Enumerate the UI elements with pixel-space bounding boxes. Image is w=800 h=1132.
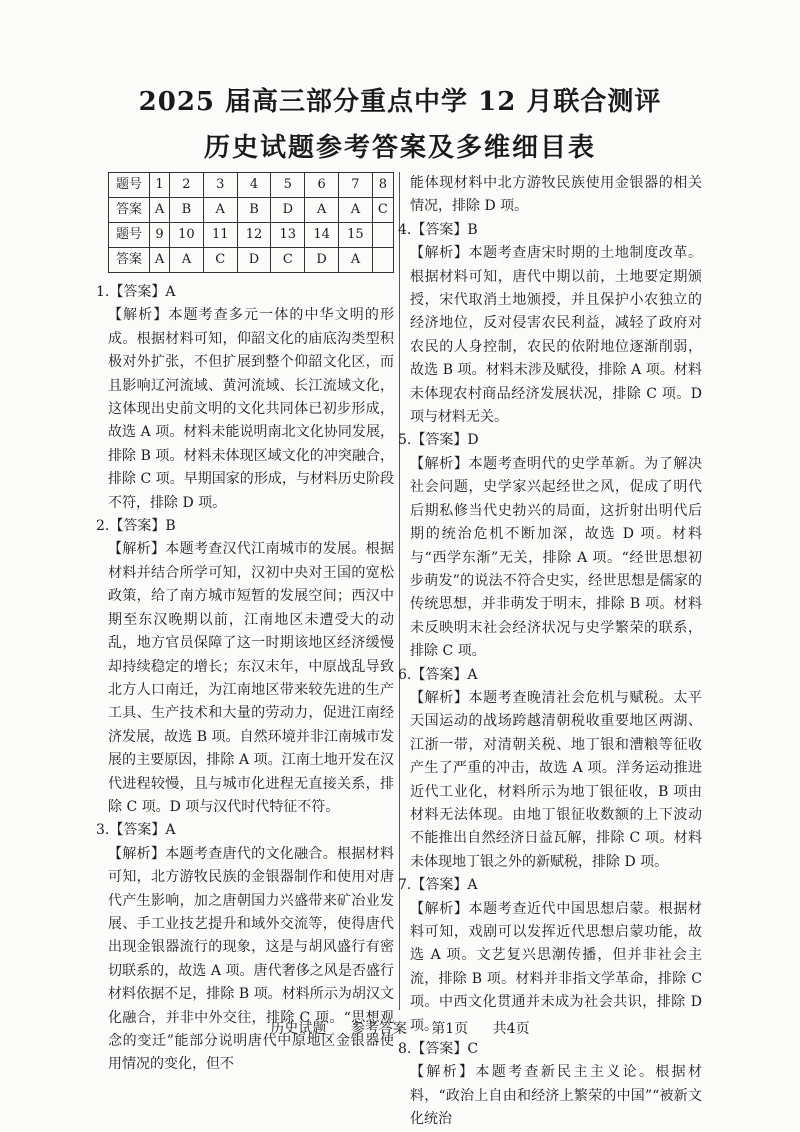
q2-analysis: 【解析】本题考查汉代江南城市的发展。根据材料并结合所学可知，汉初中央对王国的宽松政策，给了南方城市短暂的发展空间；西汉中期至东汉晚期以前，江南地区未遭受大的动乱，地方官员保障了这一时期该地区经济缓慢却持续稳定的增长；东汉末年，中原战乱导致北方人口南迁，为江南地区带来较先进的生产工具、生产技术和大量的劳动力，促进江南经济发展，故选 B 项。自然环境并非江南城市发展的主要原因，排除 A 项。江南土地开发在汉代进程较慢，且与城市化进程无直接关系，排除 C 项。D 项与汉代时代特征不符。 [108, 541, 394, 815]
answer-table-cell: D [237, 248, 271, 273]
page-footer [0, 1018, 800, 1038]
answer-table-cell: 12 [237, 223, 271, 248]
answer-table-cell [372, 248, 393, 273]
q8-answer: 8.【答案】C [398, 1041, 479, 1058]
answer-table-cell: B [237, 198, 271, 223]
answer-table-cell: A [305, 198, 339, 223]
q4-answer: 4.【答案】B [398, 221, 478, 238]
question-7 [398, 874, 702, 1038]
answer-table-cell: 6 [305, 173, 339, 198]
right-column [398, 172, 702, 1132]
answer-table-row-header: 题号 [109, 173, 150, 198]
q2-answer: 2.【答案】B [96, 518, 176, 535]
answer-table-cell: C [203, 248, 237, 273]
answer-table-cell: D [305, 248, 339, 273]
q6-analysis: 【解析】本题考查晚清社会危机与赋税。太平天国运动的战场跨越清朝税收重要地区两湖、江浙一带，对清朝关税、地丁银和漕粮等征收产生了严重的冲击，故选 A 项。洋务运动推进近代工业化，材料所示为地丁银征收，B 项由材料无法体现。由地丁银征收数额的上下波动不能推出自然经济日益瓦解，排除 C 项。材料未体现地丁银之外的新赋税，排除 D 项。 [410, 689, 702, 870]
answer-table-row [109, 173, 394, 198]
answer-table-row-header: 答案 [109, 198, 150, 223]
question-6 [398, 664, 702, 875]
answer-table-cell: 10 [170, 223, 204, 248]
answer-table-cell: A [150, 198, 170, 223]
answer-table-cell: C [271, 248, 305, 273]
footer-total: 共4页 [492, 1021, 530, 1037]
answer-table-row [109, 248, 394, 273]
question-3 [96, 819, 394, 1076]
q1-answer: 1.【答案】A [96, 284, 176, 300]
q5-analysis: 【解析】本题考查明代的史学革新。为了解决社会问题，史学家兴起经世之风，促成了明代后期私修当代史勃兴的局面，这折射出明代后期的统治危机不断加深，故选 D 项。材料与“西学东渐”无关，排除 A 项。“经世思想初步萌发”的说法不符合史实，经世思想是儒家的传统思想，并非萌发于明末，排除 B 项。材料未反映明末社会经济状况与史学繁荣的联系，排除 C 项。 [410, 455, 702, 660]
question-5 [398, 429, 702, 663]
page-subtitle: 历史试题参考答案及多维细目表 [203, 133, 596, 163]
answer-table-cell: A [339, 198, 373, 223]
answer-table-row-header: 题号 [109, 223, 150, 248]
answer-table-cell: 1 [150, 173, 170, 198]
q3-answer: 3.【答案】A [96, 822, 176, 839]
q6-answer: 6.【答案】A [398, 666, 478, 683]
answer-table-cell: 8 [372, 173, 393, 198]
answer-table-cell: 13 [271, 223, 305, 248]
answer-table-cell: A [150, 248, 170, 273]
answer-table-cell: D [271, 198, 305, 223]
q3-analysis: 【解析】本题考查唐代的文化融合。根据材料可知，北方游牧民族的金银器制作和使用对唐代产生影响，加之唐朝国力兴盛带来矿冶业发展、手工业技艺提升和域外交流等，使得唐代出现金银器流行的现象，这是与胡风盛行有密切联系的，故选 A 项。唐代奢侈之风是否盛行材料依据不足，排除 B 项。材料所示为胡汉文化融合，并非中外交往，排除 C 项。“思想观念的变迁”能部分说明唐代中原地区金银器使用情况的变化，但不 [108, 845, 394, 1073]
footer-type: 参考答案 [350, 1021, 407, 1037]
answer-table-cell: 14 [305, 223, 339, 248]
answer-table-cell: 15 [339, 223, 373, 248]
question-2 [96, 515, 394, 819]
answer-table-row-header: 答案 [109, 248, 150, 273]
footer-page: 第1页 [431, 1021, 469, 1037]
q3-analysis-continued: 能体现材料中北方游牧民族使用金银器的相关情况，排除 D 项。 [410, 175, 702, 215]
answer-table-row [109, 198, 394, 223]
answer-table-cell: 3 [203, 173, 237, 198]
answer-table-cell: A [339, 248, 373, 273]
q5-answer: 5.【答案】D [398, 432, 479, 449]
answer-table-cell: C [372, 198, 393, 223]
answer-table-cell: 11 [203, 223, 237, 248]
q7-answer: 7.【答案】A [398, 877, 478, 894]
question-4 [398, 219, 702, 430]
answer-table-cell: 7 [339, 173, 373, 198]
answer-table-cell: 5 [271, 173, 305, 198]
q1-analysis: 【解析】本题考查多元一体的中华文明的形成。根据材料可知，仰韶文化的庙底沟类型积极对外扩张，不但扩展到整个仰韶文化区，而且影响辽河流域、黄河流域、长江流域文化，这体现出史前文明的文化共同体已初步形成，故选 A 项。材料未能说明南北文化协同发展，排除 B 项。材料未体现区域文化的冲突融合，排除 C 项。早期国家的形成，与材料历史阶段不符，排除 D 项。 [108, 307, 394, 511]
q8-analysis: 【解析】本题考查新民主主义论。根据材料，“政治上自由和经济上繁荣的中国”“被新文化统治 [410, 1064, 702, 1128]
page-title: 2025 届高三部分重点中学 12 月联合测评 [138, 87, 662, 117]
answer-table-cell: 2 [170, 173, 204, 198]
left-column [96, 172, 394, 1077]
answer-table-row [109, 223, 394, 248]
q7-analysis: 【解析】本题考查近代中国思想启蒙。根据材料可知，戏剧可以发挥近代思想启蒙功能，故选 A 项。文艺复兴思潮传播，但并非社会主流，排除 B 项。材料并非指文学革命，排除 C 项。中西文化贯通并未成为社会共识，排除 D 项。 [410, 900, 702, 1034]
answer-table-cell: 9 [150, 223, 170, 248]
answer-table-cell: 4 [237, 173, 271, 198]
answer-table [108, 172, 394, 273]
answer-table-cell: A [203, 198, 237, 223]
question-8 [398, 1038, 702, 1132]
answer-table-cell [372, 223, 393, 248]
footer-subject: 历史试题 [270, 1021, 327, 1037]
q4-analysis: 【解析】本题考查唐宋时期的土地制度改革。根据材料可知，唐代中期以前，土地要定期颁授，宋代取消土地颁授，并且保护小农独立的经济地位，反对侵害农民利益，减轻了政府对农民的人身控制，农民的依附地位逐渐削弱，故选 B 项。材料未涉及赋役，排除 A 项。材料未体现农村商品经济发展状况，排除 C 项。D 项与材料无关。 [410, 245, 702, 426]
answer-table-cell: A [170, 248, 204, 273]
answer-table-cell: B [170, 198, 204, 223]
question-1 [96, 281, 394, 515]
title-block [0, 82, 800, 168]
